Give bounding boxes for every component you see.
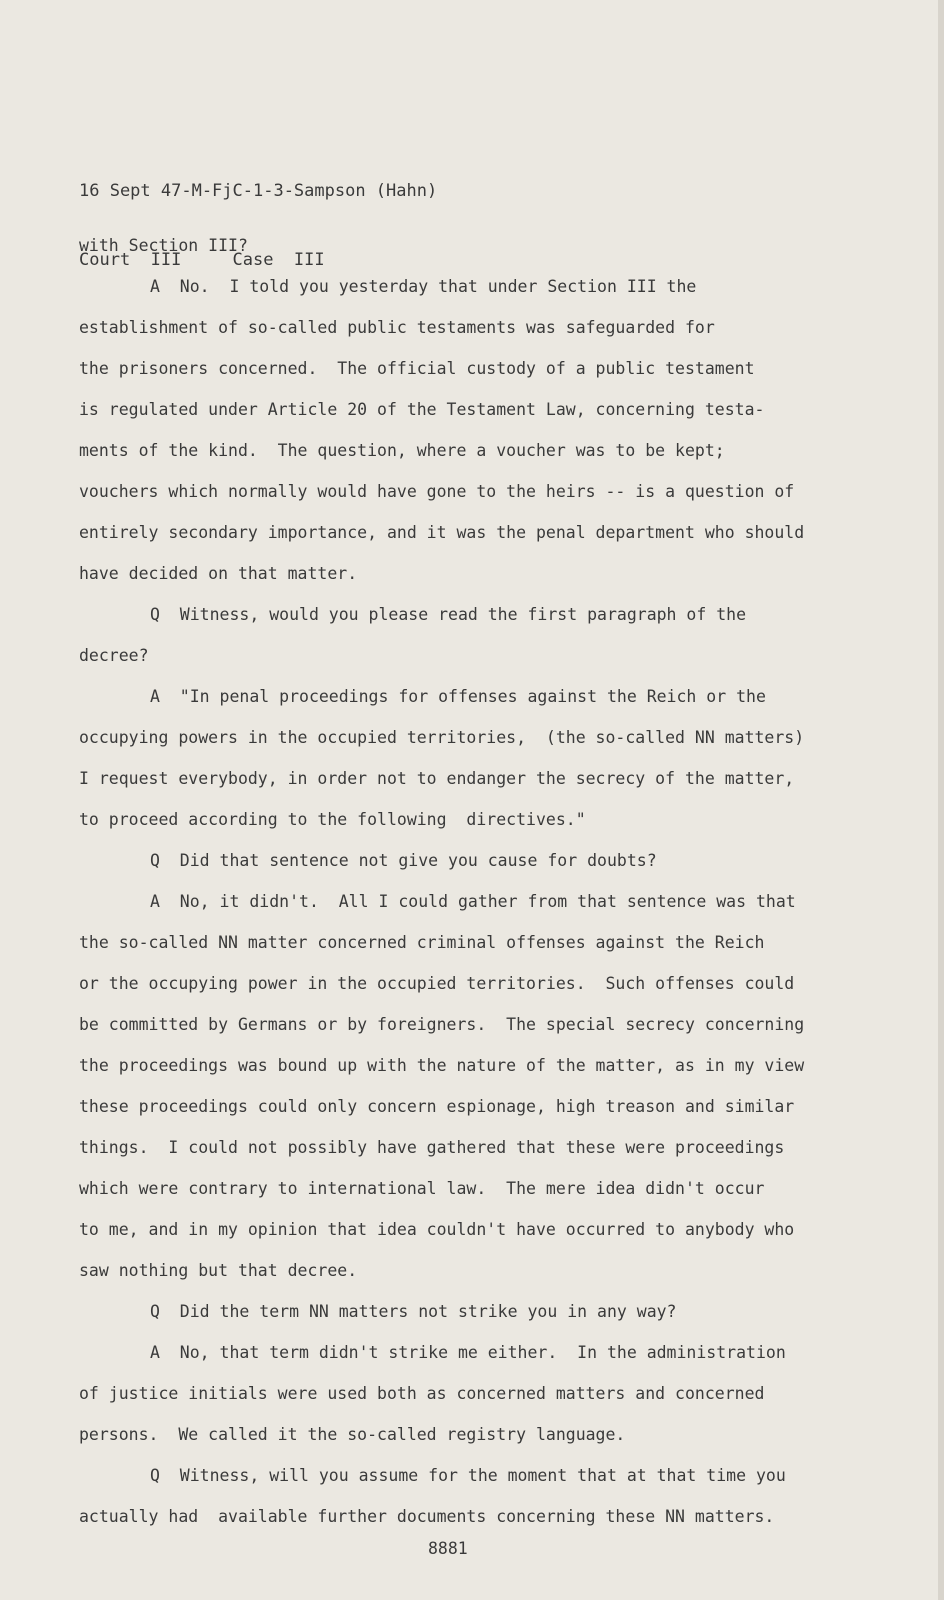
transcript-line: establishment of so-called public testaments was safeguarded for [79, 318, 715, 337]
header-line-2: Court III Case III [79, 250, 325, 270]
transcript-line: A "In penal proceedings for offenses against the Reich or the [150, 687, 766, 706]
page-edge [938, 0, 944, 1600]
transcript-line: vouchers which normally would have gone to the heirs -- is a question of [79, 482, 795, 501]
transcript-line: to proceed according to the following directives." [79, 810, 586, 829]
transcript-line: Q Did that sentence not give you cause for doubts? [150, 851, 657, 870]
transcript-line: A No. I told you yesterday that under Section III the [150, 277, 697, 296]
transcript-line: decree? [79, 646, 149, 665]
transcript-line: have decided on that matter. [79, 564, 358, 583]
transcript-line: occupying powers in the occupied territories, (the so-called NN matters) [79, 728, 805, 747]
transcript-line: ments of the kind. The question, where a voucher was to be kept; [79, 441, 725, 460]
transcript-line: the prisoners concerned. The official custody of a public testament [79, 359, 755, 378]
transcript-line: saw nothing but that decree. [79, 1261, 358, 1280]
transcript-line: with Section III? [79, 236, 248, 255]
transcript-line: things. I could not possibly have gathered that these were proceedings [79, 1138, 785, 1157]
transcript-line: be committed by Germans or by foreigners. The special secrecy concerning [79, 1015, 805, 1034]
transcript-line: to me, and in my opinion that idea couldn't have occurred to anybody who [79, 1220, 795, 1239]
transcript-line: Q Witness, will you assume for the moment that at that time you [150, 1466, 786, 1485]
header-line-1: 16 Sept 47-M-FjC-1-3-Sampson (Hahn) [79, 181, 438, 201]
transcript-line: I request everybody, in order not to endanger the secrecy of the matter, [79, 769, 795, 788]
transcript-line: actually had available further documents concerning these NN matters. [79, 1507, 775, 1526]
transcript-line: of justice initials were used both as concerned matters and concerned [79, 1384, 765, 1403]
transcript-line: Q Did the term NN matters not strike you in any way? [150, 1302, 677, 1321]
transcript-line: which were contrary to international law. The mere idea didn't occur [79, 1179, 765, 1198]
transcript-line: these proceedings could only concern espionage, high treason and similar [79, 1097, 795, 1116]
page-number: 8881 [428, 1539, 468, 1558]
transcript-line: the proceedings was bound up with the nature of the matter, as in my view [79, 1056, 805, 1075]
transcript-line: Q Witness, would you please read the first paragraph of the [150, 605, 747, 624]
transcript-line: persons. We called it the so-called registry language. [79, 1425, 626, 1444]
transcript-line: entirely secondary importance, and it was the penal department who should [79, 523, 805, 542]
transcript-line: or the occupying power in the occupied territories. Such offenses could [79, 974, 795, 993]
transcript-body [79, 234, 849, 1546]
transcript-line: is regulated under Article 20 of the Testament Law, concerning testa- [79, 400, 765, 419]
transcript-line: A No, it didn't. All I could gather from that sentence was that [150, 892, 796, 911]
transcript-line: A No, that term didn't strike me either. In the administration [150, 1343, 786, 1362]
transcript-line: the so-called NN matter concerned criminal offenses against the Reich [79, 933, 765, 952]
